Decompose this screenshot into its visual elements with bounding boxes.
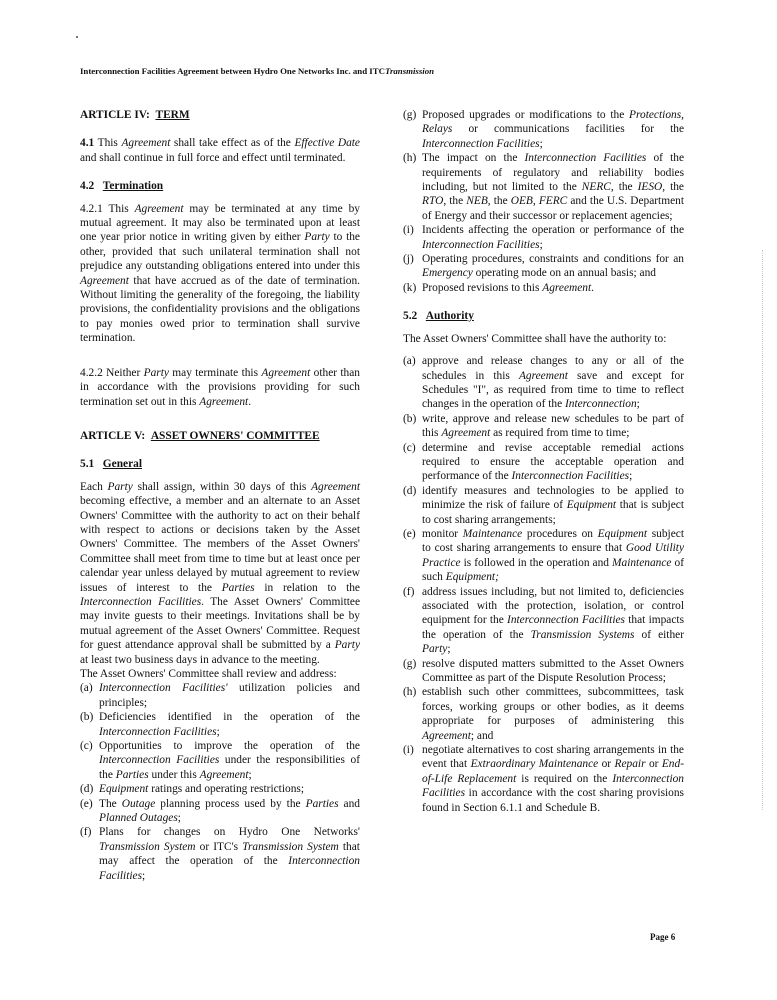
section-5-1-number: 5.1 [80,458,95,471]
left-column [80,108,360,883]
section-4-2-2: 4.2.2 Neither Party may terminate this Agreement other than in accordance with the provisions providing for such termination set out in this Agreement. [80,366,360,408]
section-4-1: 4.1 This Agreement shall take effect as of the Effective Date and shall continue in full force and effect until terminated. [80,137,360,164]
section-5-1-title: General [102,458,143,471]
section-4-1-number: 4.1 [80,137,95,150]
review-list [80,681,360,883]
article-v-title: ASSET OWNERS' COMMITTEE [150,429,320,442]
section-4-2-heading [80,179,360,193]
review-intro: The Asset Owners' Committee shall review and address: [80,668,337,680]
section-4-2-number: 4.2 [80,180,95,193]
article-v-prefix: ARTICLE V: [80,429,146,442]
list-item: (f) address issues including, but not limited to, deficiencies associated with the protection, isolation, or control equipment for the Interconnection Facilities that impacts the operation of the Transmission Systems of either Party; [403,585,685,656]
article-iv-title: TERM [155,109,190,121]
article-v-heading [80,429,360,443]
page-number: Page 6 [650,932,676,942]
section-5-1-paragraph: Each Party shall assign, within 30 days of this Agreement becoming effective, a member and an alternate to an Asset Owners' Committee with the authority to act on their behalf with respect to actions or decisions taken by the Asset Owners' Committee. The members of the Asset Owners' Committee shall meet from time to time but at least once per calendar year unless delayed by mutual agreement to review issues of interest to the Parties in relation to the Interconnection Facilities. The Asset Owners' Committee may invite guests to their meetings. Invitations shall be by mutual agreement of the Asset Owners' Committee. Request for guest attendance approval shall be submitted by a Party at least two business days in advance to the meeting. [80,480,361,666]
list-item: (k) Proposed revisions to this Agreement. [403,281,595,294]
list-item: (i) Incidents affecting the operation or performance of the Interconnection Facilities; [403,224,684,251]
list-item: (g) Proposed upgrades or modifications to the Protections, Relays or communications facilities for the Interconnection Facilities; [403,109,684,150]
list-item: (a) Interconnection Facilities' utilization policies and principles; [80,682,361,709]
list-item: (c) determine and revise acceptable remedial actions required to ensure the acceptable operation and performance of the Interconnection Facilities; [403,441,684,483]
section-5-2-title: Authority [425,310,474,323]
list-item: (e) monitor Maintenance procedures on Equipment subject to cost sharing arrangements to ensure that Good Utility Practice is followed in the operation and Maintenance of such Equipment; [403,527,685,584]
list-item: (h) The impact on the Interconnection Facilities of the requirements of regulatory and reliability bodies including, but not limited to the NERC, the IESO, the RTO, the NEB, the OEB, FERC and the U.S. Department of Energy and their successor or replacement agencies; [403,152,685,222]
list-item: (e) The Outage planning process used by the Parties and Planned Outages; [80,797,360,825]
header-italic-text: Transmission [384,66,434,76]
list-item: (c) Opportunities to improve the operation of the Interconnection Facilities under the responsibilities of the Parties under this Agreement; [80,740,361,781]
list-item: (i) negotiate alternatives to cost sharing arrangements in the event that Extraordinary Maintenance or Repair or End-of-Life Replacement is required on the Interconnection Facilities in accordance with the cost sharing provisions found in Section 6.1.1 and Schedule B. [403,744,685,814]
section-5-2-number: 5.2 [403,310,418,323]
section-4-2-1: 4.2.1 This Agreement may be terminated at any time by mutual agreement. It may also be terminated upon at least one year prior notice in writing given by either Party to the other, provided that such unilateral termination shall not prejudice any outstanding obligations entered into under this Agreement that have accrued as of the date of termination. Without limiting the generality of the foregoing, the liability provisions, the confidentiality provisions and the obligations to pay monies owed prior to termination shall survive termination. [80,202,360,345]
list-item: (b) write, approve and release new schedules to be part of this Agreement as required from time to time; [403,412,684,440]
review-list-continued [403,108,684,295]
list-item: (d) identify measures and technologies to be applied to minimize the risk of failure of Equipment that is subject to cost sharing arrangements; [403,484,684,526]
list-item: (b) Deficiencies identified in the operation of the Interconnection Facilities; [80,711,360,738]
list-item: (h) establish such other committees, subcommittees, task forces, working groups or other bodies, as it deems appropriate for purposes of administering this Agreement; and [403,686,684,742]
header-text: Interconnection Facilities Agreement between Hydro One Networks Inc. and ITC [80,66,385,76]
scan-speck [76,36,78,38]
running-header [80,64,434,78]
right-column [403,108,684,815]
list-item: (d) Equipment ratings and operating restrictions; [80,783,304,796]
list-item: (a) approve and release changes to any or all of the schedules in this Agreement save and except for Schedules "I", as required from time to time to reflect changes in the operation of the Interconnection; [403,355,684,411]
section-5-1-heading [80,457,360,471]
list-item: (f) Plans for changes on Hydro One Networks' Transmission System or ITC's Transmission System that may affect the operation of the Interconnection Facilities; [80,826,360,882]
scan-margin-line [762,250,764,810]
authority-list [403,354,684,815]
list-item: (g) resolve disputed matters submitted to the Asset Owners Committee as part of the Dispute Resolution Process; [403,657,684,685]
section-4-2-title: Termination [102,180,164,193]
article-iv-prefix: ARTICLE IV: [80,109,150,121]
article-iv-heading [80,108,360,122]
list-item: (j) Operating procedures, constraints and conditions for an Emergency operating mode on an annual basis; and [403,253,684,280]
section-5-2-heading [403,309,684,323]
authority-intro: The Asset Owners' Committee shall have the authority to: [403,332,667,345]
